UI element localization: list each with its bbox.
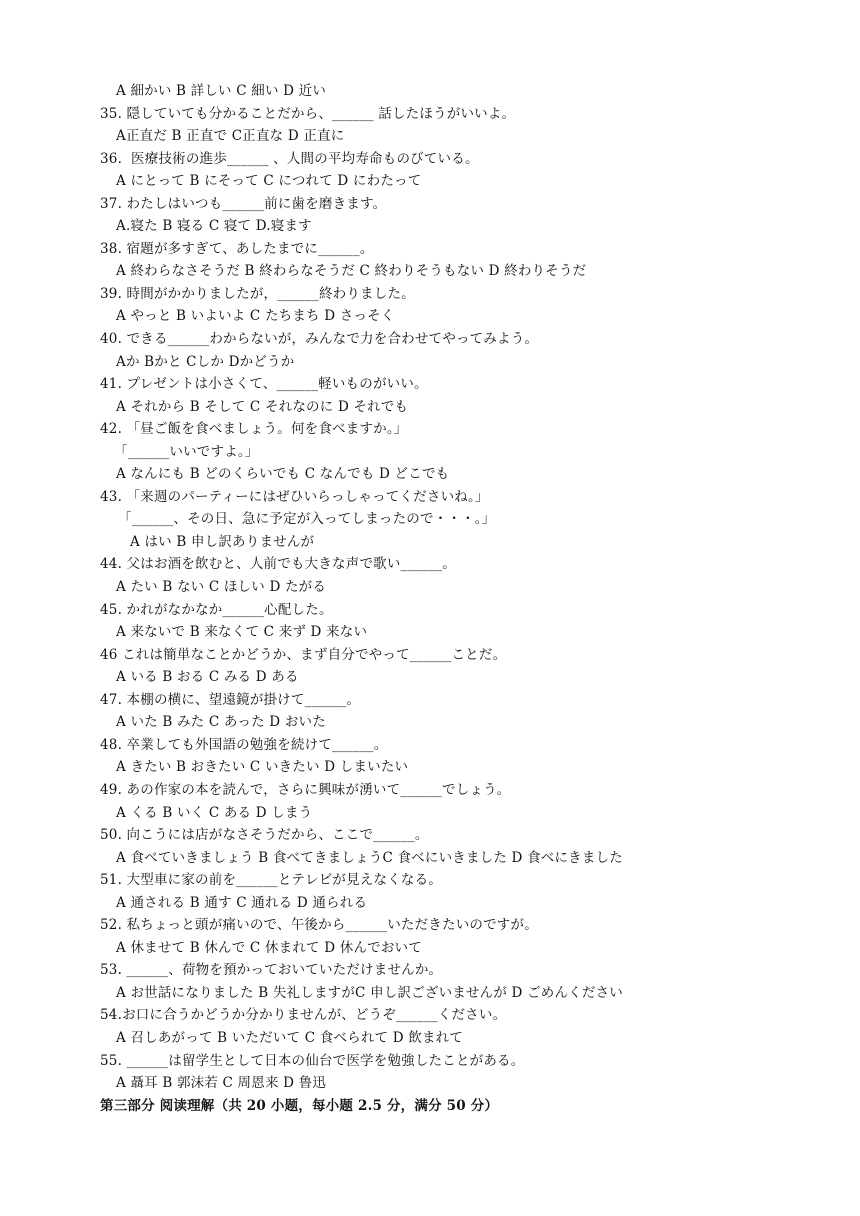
section-heading: 第三部分 阅读理解（共 20 小题，每小题 2.5 分，满分 50 分） (100, 1097, 499, 1114)
question-41: 41. プレゼントは小さくて、______軽いものがいい。 (100, 376, 428, 393)
question-36: 36. 医療技術の進歩______ 、人間の平均寿命ものびている。 (100, 150, 479, 167)
question-40: 40. できる______わからないが，みんなで力を合わせてやってみよう。 (100, 331, 539, 348)
answer-options-53: A お世話になりました B 失礼しますがC 申し訳ございませんが D ごめんください (116, 984, 623, 1001)
answer-options-44: A たい B ない C ほしい D たがる (116, 579, 327, 596)
answer-options-47: A いた B みた C あった D おいた (116, 714, 326, 731)
question-39: 39. 時間がかかりましたが，______終わりました。 (100, 285, 415, 302)
question-49: 49. あの作家の本を読んで，さらに興味が湧いて______でしょう。 (100, 781, 511, 798)
answer-options-38: A 終わらなさそうだ B 終わらなそうだ C 終わりそうもない D 終わりそうだ (116, 263, 587, 280)
answer-options-51: A 通される B 通す C 通れる D 通られる (116, 894, 368, 911)
question-54: 54.お口に合うかどうか分かりませんが、どうぞ______ください。 (100, 1007, 507, 1024)
answer-options-35: A正直だ B 正直で C正直な D 正直に (116, 128, 345, 145)
question-43: 43. 「来週のパーティーにはぜひいらっしゃってくださいね。」 (100, 488, 489, 505)
question-43-reply: 「______、その日、急に予定が入ってしまったので・・・。」 (118, 511, 496, 528)
answer-options-50: A 食べていきましょう B 食べてきましょうC 食べにいきました D 食べにきました (116, 849, 623, 866)
question-53: 53. ______、荷物を預かっておいていただけませんか。 (100, 962, 443, 979)
answer-options-40: Aか Bかと Cしか Dかどうか (116, 353, 295, 370)
answer-options-34: A 細かい B 詳しい C 細い D 近い (116, 83, 327, 99)
exam-page (0, 80, 860, 1117)
answer-options-55: A 聶耳 B 郭沫若 C 周恩来 D 鲁迅 (116, 1075, 327, 1092)
answer-options-43: A はい B 申し訳ありませんが (130, 533, 315, 550)
answer-options-45: A 来ないで B 来なくて C 来ず D 来ない (116, 624, 368, 641)
answer-options-48: A きたい B おきたい C いきたい D しまいたい (116, 759, 409, 776)
question-47: 47. 本棚の横に、望遠鏡が掛けて______。 (100, 691, 361, 708)
question-46: 46 これは簡単なことかどうか、まず自分でやって______ことだ。 (100, 646, 507, 663)
answer-options-37: A.寝た B 寝る C 寝て D.寝ます (116, 218, 312, 235)
question-42-reply: 「______いいですよ。」 (114, 443, 259, 460)
answer-options-52: A 休ませて B 休んで C 休まれて D 休んでおいて (116, 939, 422, 956)
answer-options-42: A なんにも B どのくらいでも C なんでも D どこでも (116, 466, 450, 483)
answer-options-54: A 召しあがって B いただいて C 食べられて D 飲まれて (116, 1029, 464, 1046)
question-55: 55. ______は留学生として日本の仙台で医学を勉強したことがある。 (100, 1052, 525, 1069)
question-50: 50. 向こうには店がなさそうだから、ここで______。 (100, 827, 429, 844)
question-42: 42. 「昼ご飯を食べましょう。何を食べますか。」 (100, 421, 408, 438)
question-44: 44. 父はお酒を飲むと、人前でも大きな声で歌い______。 (100, 556, 456, 573)
question-48: 48. 卒業しても外国語の勉強を続けて______。 (100, 736, 388, 753)
question-38: 38. 宿題が多すぎて、あしたまでに______。 (100, 240, 374, 257)
answer-options-46: A いる B おる C みる D ある (116, 669, 299, 686)
question-37: 37. わたしはいつも______前に歯を磨きます。 (100, 195, 387, 212)
answer-options-41: A それから B そして C それなのに D それでも (116, 398, 409, 415)
question-52: 52. 私ちょっと頭が痛いので、午後から______いただきたいのですが。 (100, 917, 538, 934)
answer-options-36: A にとって B にそって C につれて D にわたって (116, 173, 422, 190)
question-35: 35. 隠していても分かることだから、______ 話したほうがいいよ。 (100, 105, 516, 122)
question-45: 45. かれがなかなか______心配した。 (100, 601, 333, 618)
question-51: 51. 大型車に家の前を______とテレビが見えなくなる。 (100, 872, 442, 889)
answer-options-49: A くる B いく C ある D しまう (116, 804, 313, 821)
answer-options-39: A やっと B いよいよ C たちまち D さっそく (116, 308, 395, 325)
